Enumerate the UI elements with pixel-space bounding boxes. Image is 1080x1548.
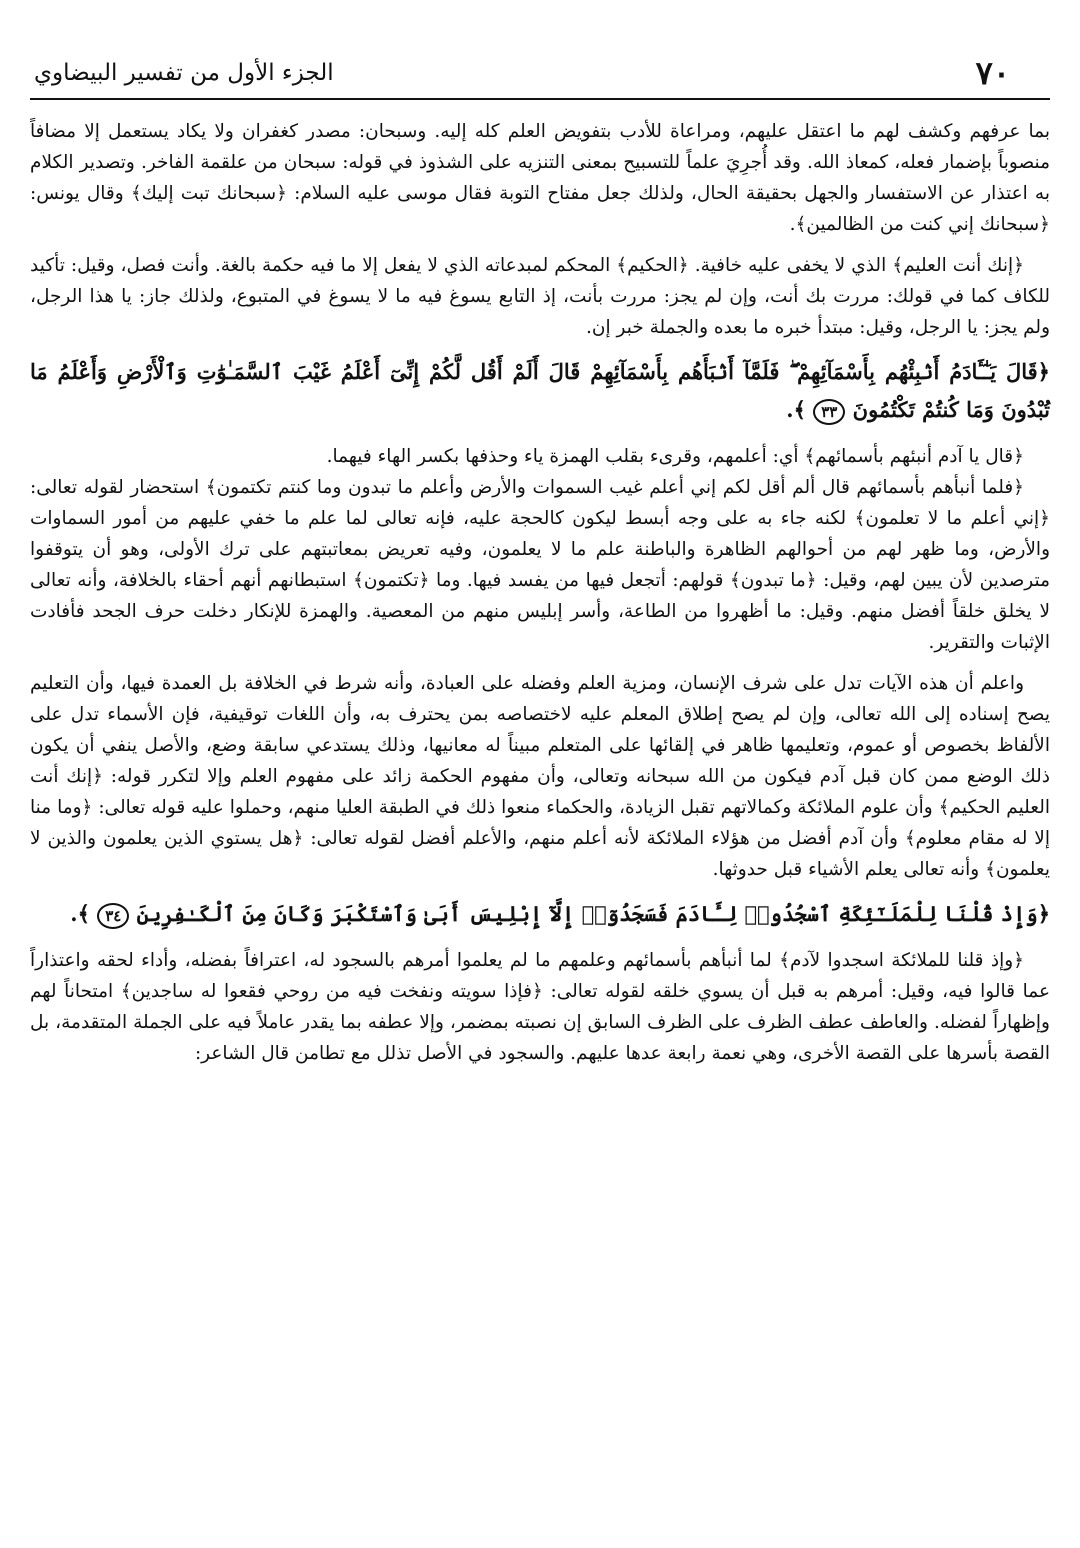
paragraph: ﴿فلما أنبأهم بأسمائهم قال ألم أقل لكم إني أعلم غيب السموات والأرض وأعلم ما تبدون وما كنتم تكتمون﴾ استحضار لقوله تعالى: ﴿إني أعلم ما لا تعلمون﴾ لكنه جاء به على وجه أبسط ليكون كالحجة عليه، فإنه تعالى لما علم ما خفي عليهم من أمور السماوات والأرض، وما ظهر لهم من أحوالهم الظاهرة والباطنة علم ما لا يعلمون، وفيه تعريض بمعاتبتهم على ترك الأولى، وهو أن يتوقفوا مترصدين لأن يبين لهم، وقيل: ﴿ما تبدون﴾ قولهم: أتجعل فيها من يفسد فيها. وما ﴿تكتمون﴾ استبطانهم أنهم أحقاء بالخلافة، وأنه تعالى لا يخلق خلقاً أفضل منهم. وقيل: ما أظهروا من الطاعة، وأسر إبليس منهم من المعصية. والهمزة للإنكار دخلت حرف الجحد فأفادت الإثبات والتقرير.: [30, 477, 1050, 653]
paragraph: بما عرفهم وكشف لهم ما اعتقل عليهم، ومراعاة للأدب بتفويض العلم كله إليه. وسبحان: مصدر كغفران ولا يكاد يستعمل إلا مضافاً منصوباً بإضمار فعله، كمعاذ الله. وقد أُجرِيَ علماً للتسبيح بمعنى التنزيه على الشذوذ في قوله: سبحان من علقمة الفاخر. وتصدير الكلام به اعتذار عن الاستفسار والجهل بحقيقة الحال، ولذلك جعل مفتاح التوبة فقال موسى عليه السلام: ﴿سبحانك تبت إليك﴾ وقال يونس: ﴿سبحانك إني كنت من الظالمين﴾.: [30, 121, 1050, 235]
verse-close: ﴾.: [786, 397, 806, 422]
page-header: [30, 48, 1050, 98]
verse-close: ﴾.: [70, 901, 90, 926]
running-title: الجزء الأول من تفسير البيضاوي: [34, 60, 334, 86]
ayah-number-marker: ٣٣: [813, 399, 845, 425]
paragraph: ﴿وإذ قلنا للملائكة اسجدوا لآدم﴾ لما أنبأهم بأسمائهم وعلمهم ما لم يعلموا أمرهم بالسجود له، اعترافاً بفضله، وأداء لحقه واعتذاراً عما قالوا فيه، وقيل: أمرهم به قبل أن يسوي خلقه لقوله تعالى: ﴿فإذا سويته ونفخت فيه من روحي فقعوا له ساجدين﴾ امتحاناً لهم وإظهاراً لفضله. والعاطف عطف الظرف على الظرف السابق إن نصبته بمضمر، وإلا عطفه بما يقدر عاملاً فيه على الجملة المتقدمة، بل القصة بأسرها على القصة الأخرى، وهي نعمة رابعة عدها عليهم. والسجود في الأصل تذلل مع تطامن قال الشاعر:: [30, 950, 1050, 1064]
page-body: [30, 116, 1050, 1069]
verse-text: ﴿قَالَ يَـٰٓـَٔادَمُ أَنۢبِئْهُم بِأَسْمَآئِهِمْ ۖ فَلَمَّآ أَنۢبَأَهُم بِأَسْمَآئِهِمْ قَالَ أَلَمْ أَقُل لَّكُمْ إِنِّىٓ أَعْلَمُ غَيْبَ ٱلسَّمَـٰوَٰتِ وَٱلْأَرْضِ وَأَعْلَمُ مَا تُبْدُونَ وَمَا كُنتُمْ تَكْتُمُونَ: [30, 359, 1050, 422]
quran-verse: [30, 895, 1050, 933]
header-divider: [30, 98, 1050, 100]
page-number: ٧٠: [975, 54, 1010, 92]
ayah-number-marker: ٣٤: [97, 903, 129, 929]
paragraph: واعلم أن هذه الآيات تدل على شرف الإنسان، ومزية العلم وفضله على العبادة، وأنه شرط في الخلافة بل العمدة فيها، وأن التعليم يصح إسناده إلى الله تعالى، وإن لم يصح إطلاق المعلم عليه لاختصاصه بمن يحترف به، وأن اللغات توقيفية، فإن الأسماء تدل على الألفاظ بخصوص أو عموم، وتعليمها ظاهر في إلقائها على المتعلم مبيناً له معانيها، وذلك يستدعي سابقة وضع، والأصل ينفي أن يكون ذلك الوضع ممن كان قبل آدم فيكون من الله سبحانه وتعالى، وأن مفهوم الحكمة زائد على مفهوم العلم وإلا لتكرر قوله: ﴿إنك أنت العليم الحكيم﴾ وأن علوم الملائكة وكمالاتهم تقبل الزيادة، والحكماء منعوا ذلك في الطبقة العليا منهم، وحملوا عليه قوله تعالى: ﴿وما منا إلا له مقام معلوم﴾ وأن آدم أفضل من هؤلاء الملائكة لأنه أعلم منهم، والأعلم أفضل لقوله تعالى: ﴿هل يستوي الذين يعلمون والذين لا يعلمون﴾ وأنه تعالى يعلم الأشياء قبل حدوثها.: [30, 673, 1050, 880]
paragraph: ﴿قال يا آدم أنبئهم بأسمائهم﴾ أي: أعلمهم، وقرىء بقلب الهمزة ياء وحذفها بكسر الهاء فيهما.: [326, 446, 1024, 467]
verse-text: ﴿وَإِذْ قُلْنَا لِلْمَلَـٰٓئِكَةِ ٱسْجُدُوا۟ لِـَٔادَمَ فَسَجَدُوٓا۟ إِلَّآ إِبْلِيسَ أَبَىٰ وَٱسْتَكْبَرَ وَكَانَ مِنَ ٱلْكَـٰفِرِينَ: [136, 901, 1050, 926]
quran-verse: [30, 353, 1050, 429]
paragraph: ﴿إنك أنت العليم﴾ الذي لا يخفى عليه خافية. ﴿الحكيم﴾ المحكم لمبدعاته الذي لا يفعل إلا ما فيه حكمة بالغة. وأنت فصل، وقيل: تأكيد للكاف كما في قولك: مررت بك أنت، وإن لم يجز: مررت بأنت، إذ التابع يسوغ فيه ما لا يسوغ في المتبوع، ولذلك جاز: يا هذا الرجل، ولم يجز: يا الرجل، وقيل: مبتدأ خبره ما بعده والجملة خبر إن.: [30, 255, 1050, 338]
